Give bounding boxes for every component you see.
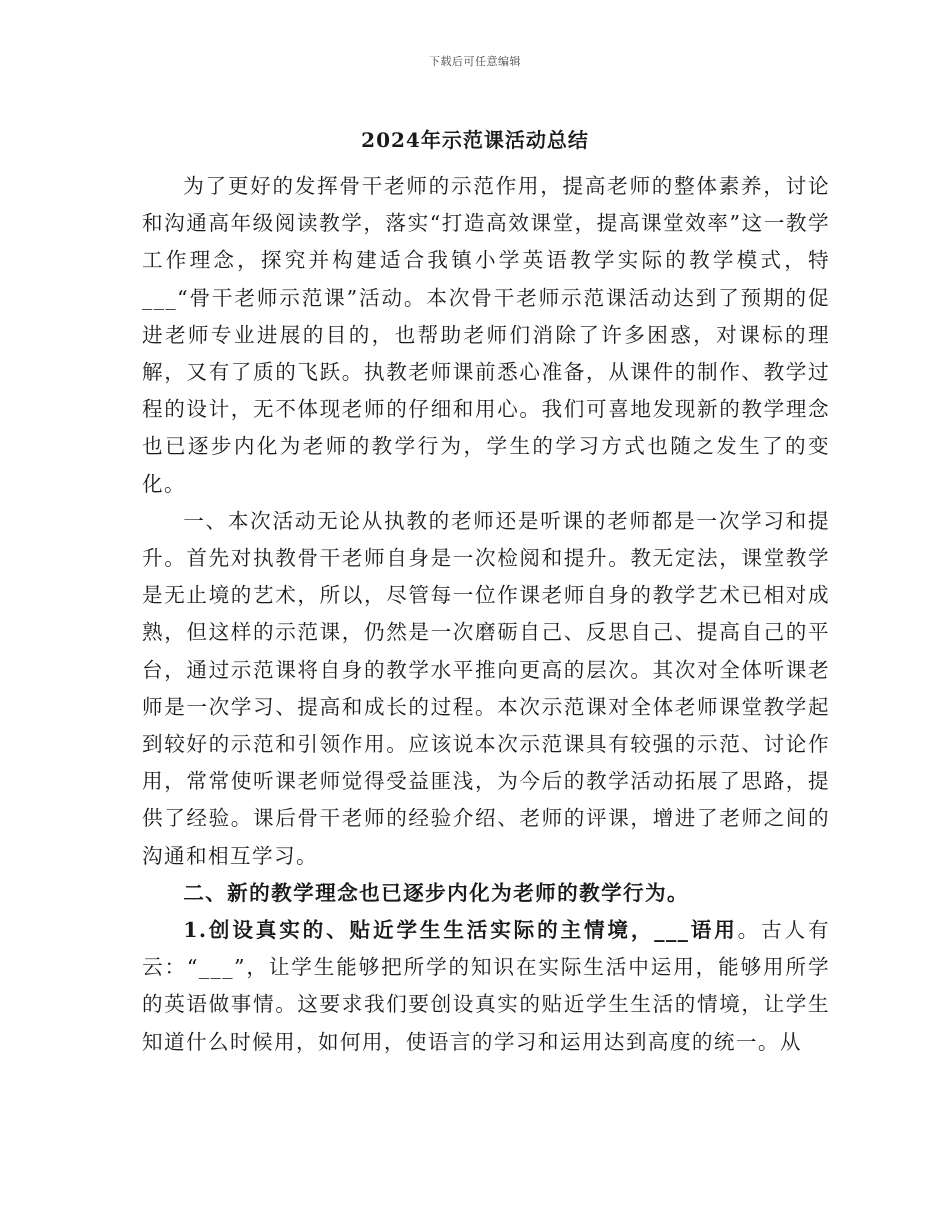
- item-one-text: 。古人有云：“___”，让学生能够把所学的知识在实际生活中运用，能够用所学的英语做事情。这要求我们要创设真实的贴近学生生活的情境，让学生知道什么时候用，如何用，使语言的学习和运用达到高度的统一。从: [142, 918, 830, 1054]
- header-note: 下载后可任意编辑: [429, 55, 521, 68]
- document-body: [142, 168, 830, 1061]
- document-title: 2024年示范课活动总结: [361, 128, 589, 152]
- item-one-heading: 1.创设真实的、贴近学生生活实际的主情境，___语用: [183, 918, 738, 943]
- section-two-heading: 二、新的教学理念也已逐步内化为老师的教学行为。: [183, 880, 690, 905]
- paragraph-intro: 为了更好的发挥骨干老师的示范作用，提高老师的整体素养，讨论和沟通高年级阅读教学，落实“打造高效课堂，提高课堂效率”这一教学工作理念，探究并构建适合我镇小学英语教学实际的教学模式，特___“骨干老师示范课”活动。本次骨干老师示范课活动达到了预期的促进老师专业进展的目的，也帮助老师们消除了许多困惑，对课标的理解，又有了质的飞跃。执教老师课前悉心准备，从课件的制作、教学过程的设计，无不体现老师的仔细和用心。我们可喜地发现新的教学理念也已逐步内化为老师的教学行为，学生的学习方式也随之发生了的变化。: [142, 174, 830, 496]
- paragraph-section-one: 一、本次活动无论从执教的老师还是听课的老师都是一次学习和提升。首先对执教骨干老师自身是一次检阅和提升。教无定法，课堂教学是无止境的艺术，所以，尽管每一位作课老师自身的教学艺术已相对成熟，但这样的示范课，仍然是一次磨砺自己、反思自己、提高自己的平台，通过示范课将自身的教学水平推向更高的层次。其次对全体听课老师是一次学习、提高和成长的过程。本次示范课对全体老师课堂教学起到较好的示范和引领作用。应该说本次示范课具有较强的示范、讨论作用，常常使听课老师觉得受益匪浅，为今后的教学活动拓展了思路，提供了经验。课后骨干老师的经验介绍、老师的评课，增进了老师之间的沟通和相互学习。: [142, 508, 830, 868]
- paragraph-item-one: [142, 912, 830, 1061]
